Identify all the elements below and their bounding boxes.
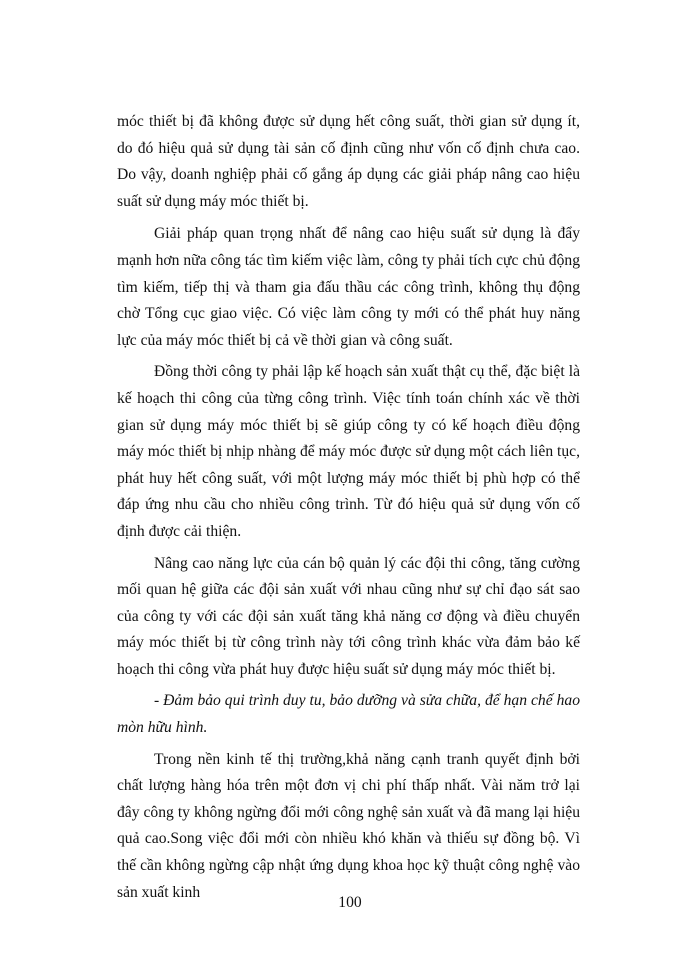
document-page	[117, 109, 580, 911]
paragraph-4: Nâng cao năng lực của cán bộ quản lý các đội thi công, tăng cường mối quan hệ giữa các đội sản xuất với nhau cũng như sự chỉ đạo sát sao của công ty với các đội sản xuất tăng khả năng cơ động và điều chuyển máy móc thiết bị từ công trình này tới công trình khác vừa đảm bảo kế hoạch thi công vừa phát huy được hiệu suất sử dụng máy móc thiết bị.	[117, 554, 580, 678]
paragraph-2: Giải pháp quan trọng nhất để nâng cao hiệu suất sử dụng là đẩy mạnh hơn nữa công tác tìm kiếm việc làm, công ty phải tích cực chủ động tìm kiếm, tiếp thị và tham gia đấu thầu các công trình, không thụ động chờ Tổng cục giao việc. Có việc làm công ty mới có thể phát huy năng lực của máy móc thiết bị cả về thời gian và công suất.	[117, 225, 580, 349]
paragraph-6: Trong nền kinh tế thị trường,khả năng cạnh tranh quyết định bởi chất lượng hàng hóa trên một đơn vị chi phí thấp nhất. Vài năm trở lại đây công ty không ngừng đổi mới công nghệ sản xuất và đã mang lại hiệu quả cao.Song việc đổi mới còn nhiều khó khăn và thiếu sự đồng bộ. Vì thế cần không ngừng cập nhật ứng dụng khoa học kỹ thuật công nghệ vào sản xuất kinh	[117, 750, 580, 901]
paragraph-3: Đồng thời công ty phải lập kế hoạch sản xuất thật cụ thể, đặc biệt là kế hoạch thi công của từng công trình. Việc tính toán chính xác về thời gian sử dụng máy móc thiết bị sẽ giúp công ty có kế hoạch điều động máy móc thiết bị nhịp nhàng để máy móc được sử dụng một cách liên tục, phát huy hết công suất, với một lượng máy móc thiết bị phù hợp có thể đáp ứng nhu cầu cho nhiều công trình. Từ đó hiệu quả sử dụng vốn cố định được cải thiện.	[117, 363, 580, 540]
paragraph-5-italic: - Đảm bảo qui trình duy tu, bảo dưỡng và sửa chữa, để hạn chế hao mòn hữu hình.	[117, 692, 580, 737]
page-number: 100	[338, 894, 362, 911]
paragraph-1: móc thiết bị đã không được sử dụng hết công suất, thời gian sử dụng ít, do đó hiệu quả sử dụng tài sản cố định cũng như vốn cố định chưa cao. Do vậy, doanh nghiệp phải cố gắng áp dụng các giải pháp nâng cao hiệu suất sử dụng máy móc thiết bị.	[117, 113, 580, 210]
